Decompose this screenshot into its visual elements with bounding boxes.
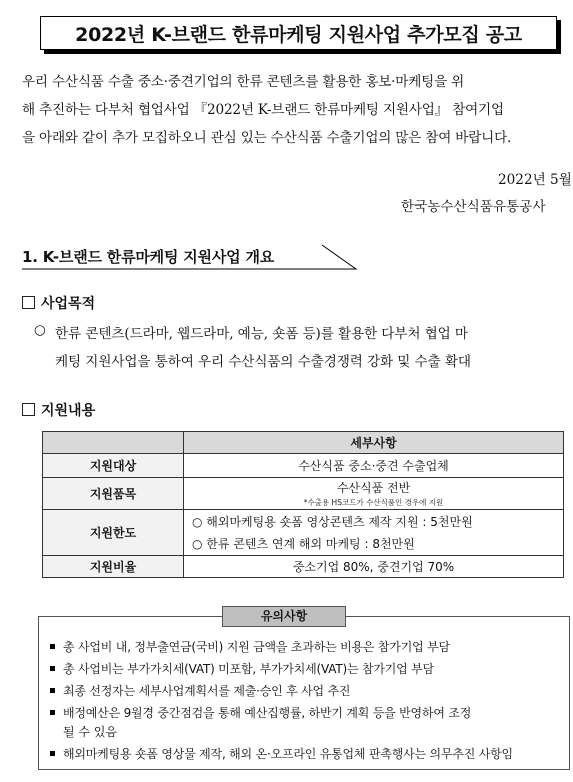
row-value-limit	[184, 510, 564, 556]
note-item-5	[50, 745, 513, 762]
row-value-target: 수산식품 중소·중견 수출업체	[184, 454, 564, 478]
section-1-header	[22, 243, 372, 273]
section-1-title: 1. K-브랜드 한류마케팅 지원사업 개요	[22, 248, 275, 266]
table-header-detail: 세부사항	[184, 432, 564, 454]
note-item-2	[50, 660, 434, 677]
note-text-3: 최종 선정자는 세부사업계획서를 제출·승인 후 사업 추진	[63, 684, 351, 698]
organization-name: 한국농수산식품유통공사	[401, 199, 546, 215]
document-title: 2022년 K-브랜드 한류마케팅 지원사업 추가모집 공고	[40, 16, 557, 50]
limit-item-1: ○ 해외마케팅용 숏폼 영상콘텐츠 제작 지원 : 5천만원	[192, 514, 473, 529]
purpose-heading	[22, 293, 95, 313]
row-value-items	[184, 478, 564, 510]
square-bullet-icon	[50, 688, 55, 693]
items-note: *수출용 HS코드가 수산식품인 경우에 지원	[303, 498, 444, 507]
square-bullet-icon	[50, 710, 55, 715]
support-heading-text: 지원내용	[41, 403, 96, 419]
square-bullet-icon	[50, 644, 55, 649]
items-value: 수산식품 전반	[336, 481, 411, 495]
announcement-date: 2022년 5월	[498, 172, 572, 188]
note-text-5: 해외마케팅용 숏폼 영상물 제작, 해외 온·오프라인 유통업체 판촉행사는 의무추진 사항임	[63, 747, 513, 761]
checkbox-square-icon	[22, 403, 35, 416]
checkbox-square-icon	[22, 296, 35, 309]
purpose-line-1: 한류 콘텐츠(드라마, 웹드라마, 예능, 숏폼 등)를 활용한 다부처 협업 마	[55, 326, 468, 342]
support-heading	[22, 400, 95, 420]
note-text-4: 배정예산은 9월경 중간점검을 통해 예산집행률, 하반기 계획 등을 반영하여 조정	[63, 706, 472, 720]
purpose-heading-text: 사업목적	[41, 296, 96, 312]
intro-line-1: 우리 수산식품 수출 중소·중견기업의 한류 콘텐츠를 활용한 홍보·마케팅을 위	[22, 74, 465, 90]
row-label-limit: 지원한도	[43, 510, 184, 556]
notes-title: 유의사항	[222, 606, 346, 627]
row-label-ratio: 지원비율	[43, 556, 184, 578]
note-item-4	[50, 704, 471, 721]
square-bullet-icon	[50, 666, 55, 671]
purpose-bullet: ○	[34, 322, 46, 338]
row-label-target: 지원대상	[43, 454, 184, 478]
note-item-4-continued: 될 수 있음	[63, 725, 117, 739]
row-label-items: 지원품목	[43, 478, 184, 510]
square-bullet-icon	[50, 751, 55, 756]
note-item-1	[50, 638, 450, 655]
note-text-2: 총 사업비는 부가가치세(VAT) 미포함, 부가가치세(VAT)는 참가기업 부담	[63, 662, 434, 676]
note-text-1: 총 사업비 내, 정부출연금(국비) 지원 금액을 초과하는 비용은 참가기업 부담	[63, 640, 450, 654]
intro-line-3: 을 아래와 같이 추가 모집하오니 관심 있는 수산식품 수출기업의 많은 참여 바랍니다.	[22, 130, 512, 146]
purpose-line-2: 케팅 지원사업을 통하여 우리 수산식품의 수출경쟁력 강화 및 수출 확대	[55, 354, 471, 370]
table-header-empty	[43, 432, 184, 454]
intro-line-2: 해 추진하는 다부처 협업사업 『2022년 K-브랜드 한류마케팅 지원사업』 참여기업	[22, 102, 504, 118]
row-value-ratio: 중소기업 80%, 중견기업 70%	[184, 556, 564, 578]
limit-item-2: ○ 한류 콘텐츠 연계 해외 마케팅 : 8천만원	[192, 536, 415, 551]
note-item-3	[50, 682, 350, 699]
support-table	[42, 431, 564, 578]
